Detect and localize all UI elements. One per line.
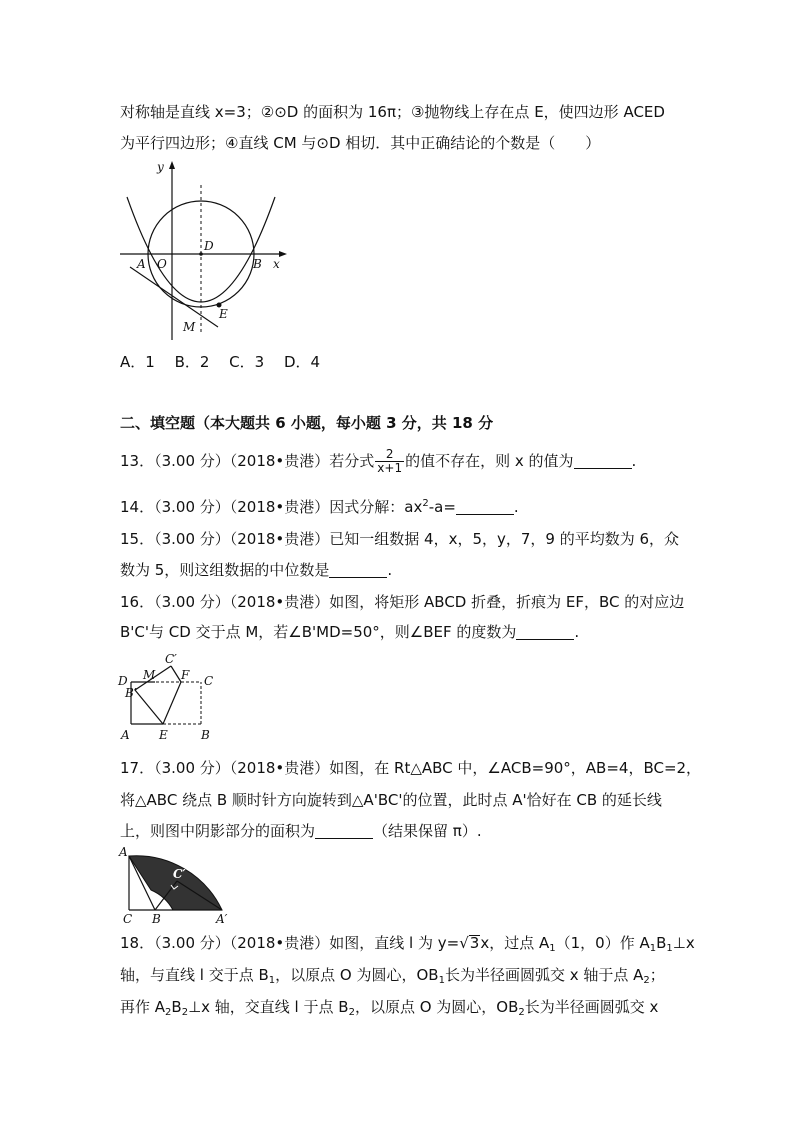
q18-line1 xyxy=(120,933,695,959)
q18-l1c: （1，0）作 A xyxy=(555,934,650,952)
q13-numerator: 2 xyxy=(375,448,404,462)
q14-prefix: 14．（3.00 分）（2018•贵港）因式分解：ax xyxy=(120,498,423,516)
label-b-prime: B′ xyxy=(125,686,137,700)
q13-blank xyxy=(574,454,632,469)
q18-l3s1: 2 xyxy=(165,1007,172,1018)
q18-l3d: ，以原点 O 为圆心，OB xyxy=(354,998,519,1016)
label-c-prime: C′ xyxy=(173,867,186,881)
q15-line2-text: 数为 5，则这组数据的中位数是 xyxy=(120,561,330,579)
q14-blank xyxy=(456,500,514,515)
tangent-line-cm xyxy=(130,267,218,327)
label-e: E xyxy=(159,728,168,742)
q16-line2 xyxy=(120,622,579,642)
fold-ef xyxy=(163,682,181,724)
q18-l1a: 18．（3.00 分）（2018•贵港）如图，直线 l 为 y= xyxy=(120,934,460,952)
label-a-prime: A′ xyxy=(216,912,228,926)
q14-mid: -a= xyxy=(428,498,456,516)
q18-l2c: 长为半径画圆弧交 x 轴于点 A xyxy=(444,966,644,984)
side-cf-prime xyxy=(171,666,181,682)
q13-prefix: 13．（3.00 分）（2018•贵港）若分式 xyxy=(120,452,375,470)
q18-l1b: x，过点 A xyxy=(480,934,550,952)
section-title: 二、填空题（本大题共 6 小题，每小题 3 分，共 18 分 xyxy=(120,414,494,432)
q18-sqrt: 3 xyxy=(469,934,480,952)
q17-figure xyxy=(115,842,235,927)
q17-line2: 将△ABC 绕点 B 顺时针方向旋转到△A'BC'的位置，此时点 A'恰好在 CB 的延长线 xyxy=(120,791,662,809)
label-c: C xyxy=(123,912,133,926)
q18-l3b: B xyxy=(171,998,182,1016)
q18-l2d: ； xyxy=(649,966,665,984)
label-o: O xyxy=(157,257,167,271)
q18-l3a: 再作 A xyxy=(120,998,166,1016)
label-a: A xyxy=(121,728,130,742)
q14-sup: 2 xyxy=(422,498,429,509)
q14-end: . xyxy=(513,498,519,516)
q17-blank xyxy=(315,824,373,839)
q18-l2s1: 1 xyxy=(268,975,276,986)
label-m: M xyxy=(183,320,196,334)
q18-l2s3: 2 xyxy=(643,975,650,986)
q12-text-line1: 对称轴是直线 x=3；②⊙D 的面积为 16π；③抛物线上存在点 E，使四边形 ACED xyxy=(120,103,665,121)
q13-denominator: x+1 xyxy=(377,461,403,475)
q17-line3 xyxy=(120,821,482,841)
q14 xyxy=(120,494,519,517)
q18-l3e: 长为半径画圆弧交 x xyxy=(524,998,659,1016)
q18-line3 xyxy=(120,997,658,1023)
q16-figure xyxy=(115,652,225,744)
label-x: x xyxy=(273,257,280,271)
q18-l2a: 轴，与直线 l 交于点 B xyxy=(120,966,269,984)
label-y: y xyxy=(157,160,164,174)
label-e: E xyxy=(219,307,228,321)
q18-l1s2: 1 xyxy=(649,943,657,954)
label-d: D xyxy=(204,239,214,253)
q15-line1: 15．（3.00 分）（2018•贵港）已知一组数据 4，x，5，y，7，9 的平均数为 6，众 xyxy=(120,530,680,548)
label-b: B xyxy=(152,912,161,926)
q18-l1d: B xyxy=(656,934,667,952)
q18-l3s3: 2 xyxy=(348,1007,355,1018)
q18-l3c: ⊥x 轴，交直线 l 于点 B xyxy=(188,998,349,1016)
q13-end: . xyxy=(631,452,637,470)
q17-line1: 17．（3.00 分）（2018•贵港）如图，在 Rt△ABC 中，∠ACB=90°，AB=4，BC=2， xyxy=(120,759,702,777)
q15-line2 xyxy=(120,560,392,580)
sqrt-icon: √ xyxy=(459,934,469,952)
q12-text-line2: 为平行四边形；④直线 CM 与⊙D 相切．其中正确结论的个数是（ ） xyxy=(120,134,601,152)
q18-l1s3: 1 xyxy=(666,943,673,954)
label-a: A xyxy=(137,257,146,271)
q12-options: A．1 B．2 C．3 D．4 xyxy=(120,353,321,371)
q18-l3s4: 2 xyxy=(518,1007,525,1018)
q17-line3-text: 上，则图中阴影部分的面积为 xyxy=(120,822,316,840)
y-axis-arrow xyxy=(169,161,175,169)
side-eb-prime xyxy=(135,690,163,724)
label-c: C xyxy=(204,674,214,688)
q16-line2-text: B'C'与 CD 交于点 M，若∠B'MD=50°，则∠BEF 的度数为 xyxy=(120,623,517,641)
label-b: B xyxy=(201,728,210,742)
q18-l1s1: 1 xyxy=(549,943,556,954)
label-m: M xyxy=(143,668,156,682)
label-f: F xyxy=(181,668,190,682)
q16-end: . xyxy=(574,623,580,641)
q18-l2s2: 1 xyxy=(438,975,445,986)
point-d xyxy=(199,252,203,256)
label-c-prime: C′ xyxy=(165,652,177,666)
q17-line3-end: （结果保留 π）. xyxy=(373,822,482,840)
q15-blank xyxy=(329,563,387,578)
q16-blank xyxy=(516,625,574,640)
q18-l1e: ⊥x xyxy=(672,934,695,952)
q18-l3s2: 2 xyxy=(181,1007,189,1018)
q16-line1: 16．（3.00 分）（2018•贵港）如图，将矩形 ABCD 折叠，折痕为 EF，BC 的对应边 xyxy=(120,593,685,611)
label-b: B xyxy=(253,257,262,271)
q13-fraction xyxy=(375,448,404,475)
q13 xyxy=(120,448,636,475)
q18-line2 xyxy=(120,965,665,991)
q15-end: . xyxy=(387,561,393,579)
x-axis-arrow xyxy=(279,251,287,257)
label-a: A xyxy=(119,845,128,859)
label-d: D xyxy=(118,674,128,688)
q12-figure xyxy=(115,155,295,345)
parabola xyxy=(127,197,275,302)
q18-l2b: ，以原点 O 为圆心，OB xyxy=(275,966,439,984)
q13-suffix: 的值不存在，则 x 的值为 xyxy=(405,452,574,470)
